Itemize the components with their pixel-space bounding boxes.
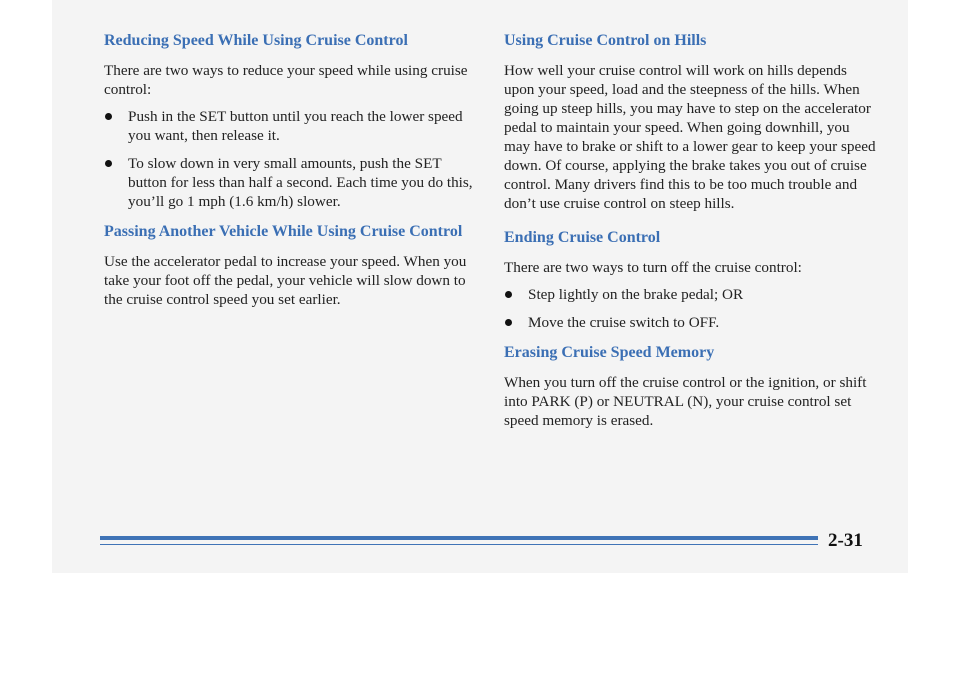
list-item [104, 154, 476, 211]
list-item-text: Push in the SET button until you reach the lower speed you want, then release it. [128, 108, 463, 144]
section-heading-passing-vehicle: Passing Another Vehicle While Using Cruise Control [104, 223, 463, 240]
section-heading-hills: Using Cruise Control on Hills [504, 32, 707, 49]
list-item [504, 285, 876, 304]
paragraph-hills: How well your cruise control will work on hills depends upon your speed, load and the steepness of the hills. When going up steep hills, you may have to step on the accelerator pedal to maintain your speed. When going downhill, you may have to brake or shift to a lower gear to keep your speed down. Of course, applying the brake takes you out of cruise control. Many drivers find this to be too much trouble and don’t use cruise control on steep hills. [504, 62, 876, 212]
bullet-list-reducing-speed [104, 107, 476, 211]
list-item-text: Move the cruise switch to OFF. [528, 314, 720, 331]
footer-rule-thick [100, 536, 818, 540]
paragraph-erasing-memory: When you turn off the cruise control or the ignition, or shift into PARK (P) or NEUTRAL (N), your cruise control set speed memory is erased. [504, 374, 867, 429]
right-column [504, 30, 876, 438]
bullet-icon [505, 319, 512, 326]
list-item-text: Step lightly on the brake pedal; OR [528, 286, 744, 303]
page-number: 2-31 [828, 530, 863, 551]
list-item [104, 107, 476, 145]
bullet-list-ending-cruise [504, 285, 876, 332]
bullet-icon [105, 160, 112, 167]
section-heading-erasing-memory: Erasing Cruise Speed Memory [504, 344, 715, 361]
bullet-icon [105, 113, 112, 120]
paragraph-passing-vehicle: Use the accelerator pedal to increase your speed. When you take your foot off the pedal, your vehicle will slow down to the cruise control speed you set earlier. [104, 253, 467, 308]
section-heading-ending-cruise: Ending Cruise Control [504, 229, 661, 246]
footer-rule-thin [100, 544, 818, 545]
bullet-icon [505, 291, 512, 298]
left-column [104, 30, 476, 317]
list-item [504, 313, 876, 332]
section-heading-reducing-speed: Reducing Speed While Using Cruise Control [104, 32, 408, 49]
paragraph-reducing-speed-intro: There are two ways to reduce your speed while using cruise control: [104, 62, 468, 98]
list-item-text: To slow down in very small amounts, push the SET button for less than half a second. Each time you do this, you’ll go 1 mph (1.6 km/h) slower. [128, 155, 473, 210]
paragraph-ending-cruise-intro: There are two ways to turn off the cruise control: [504, 259, 802, 276]
